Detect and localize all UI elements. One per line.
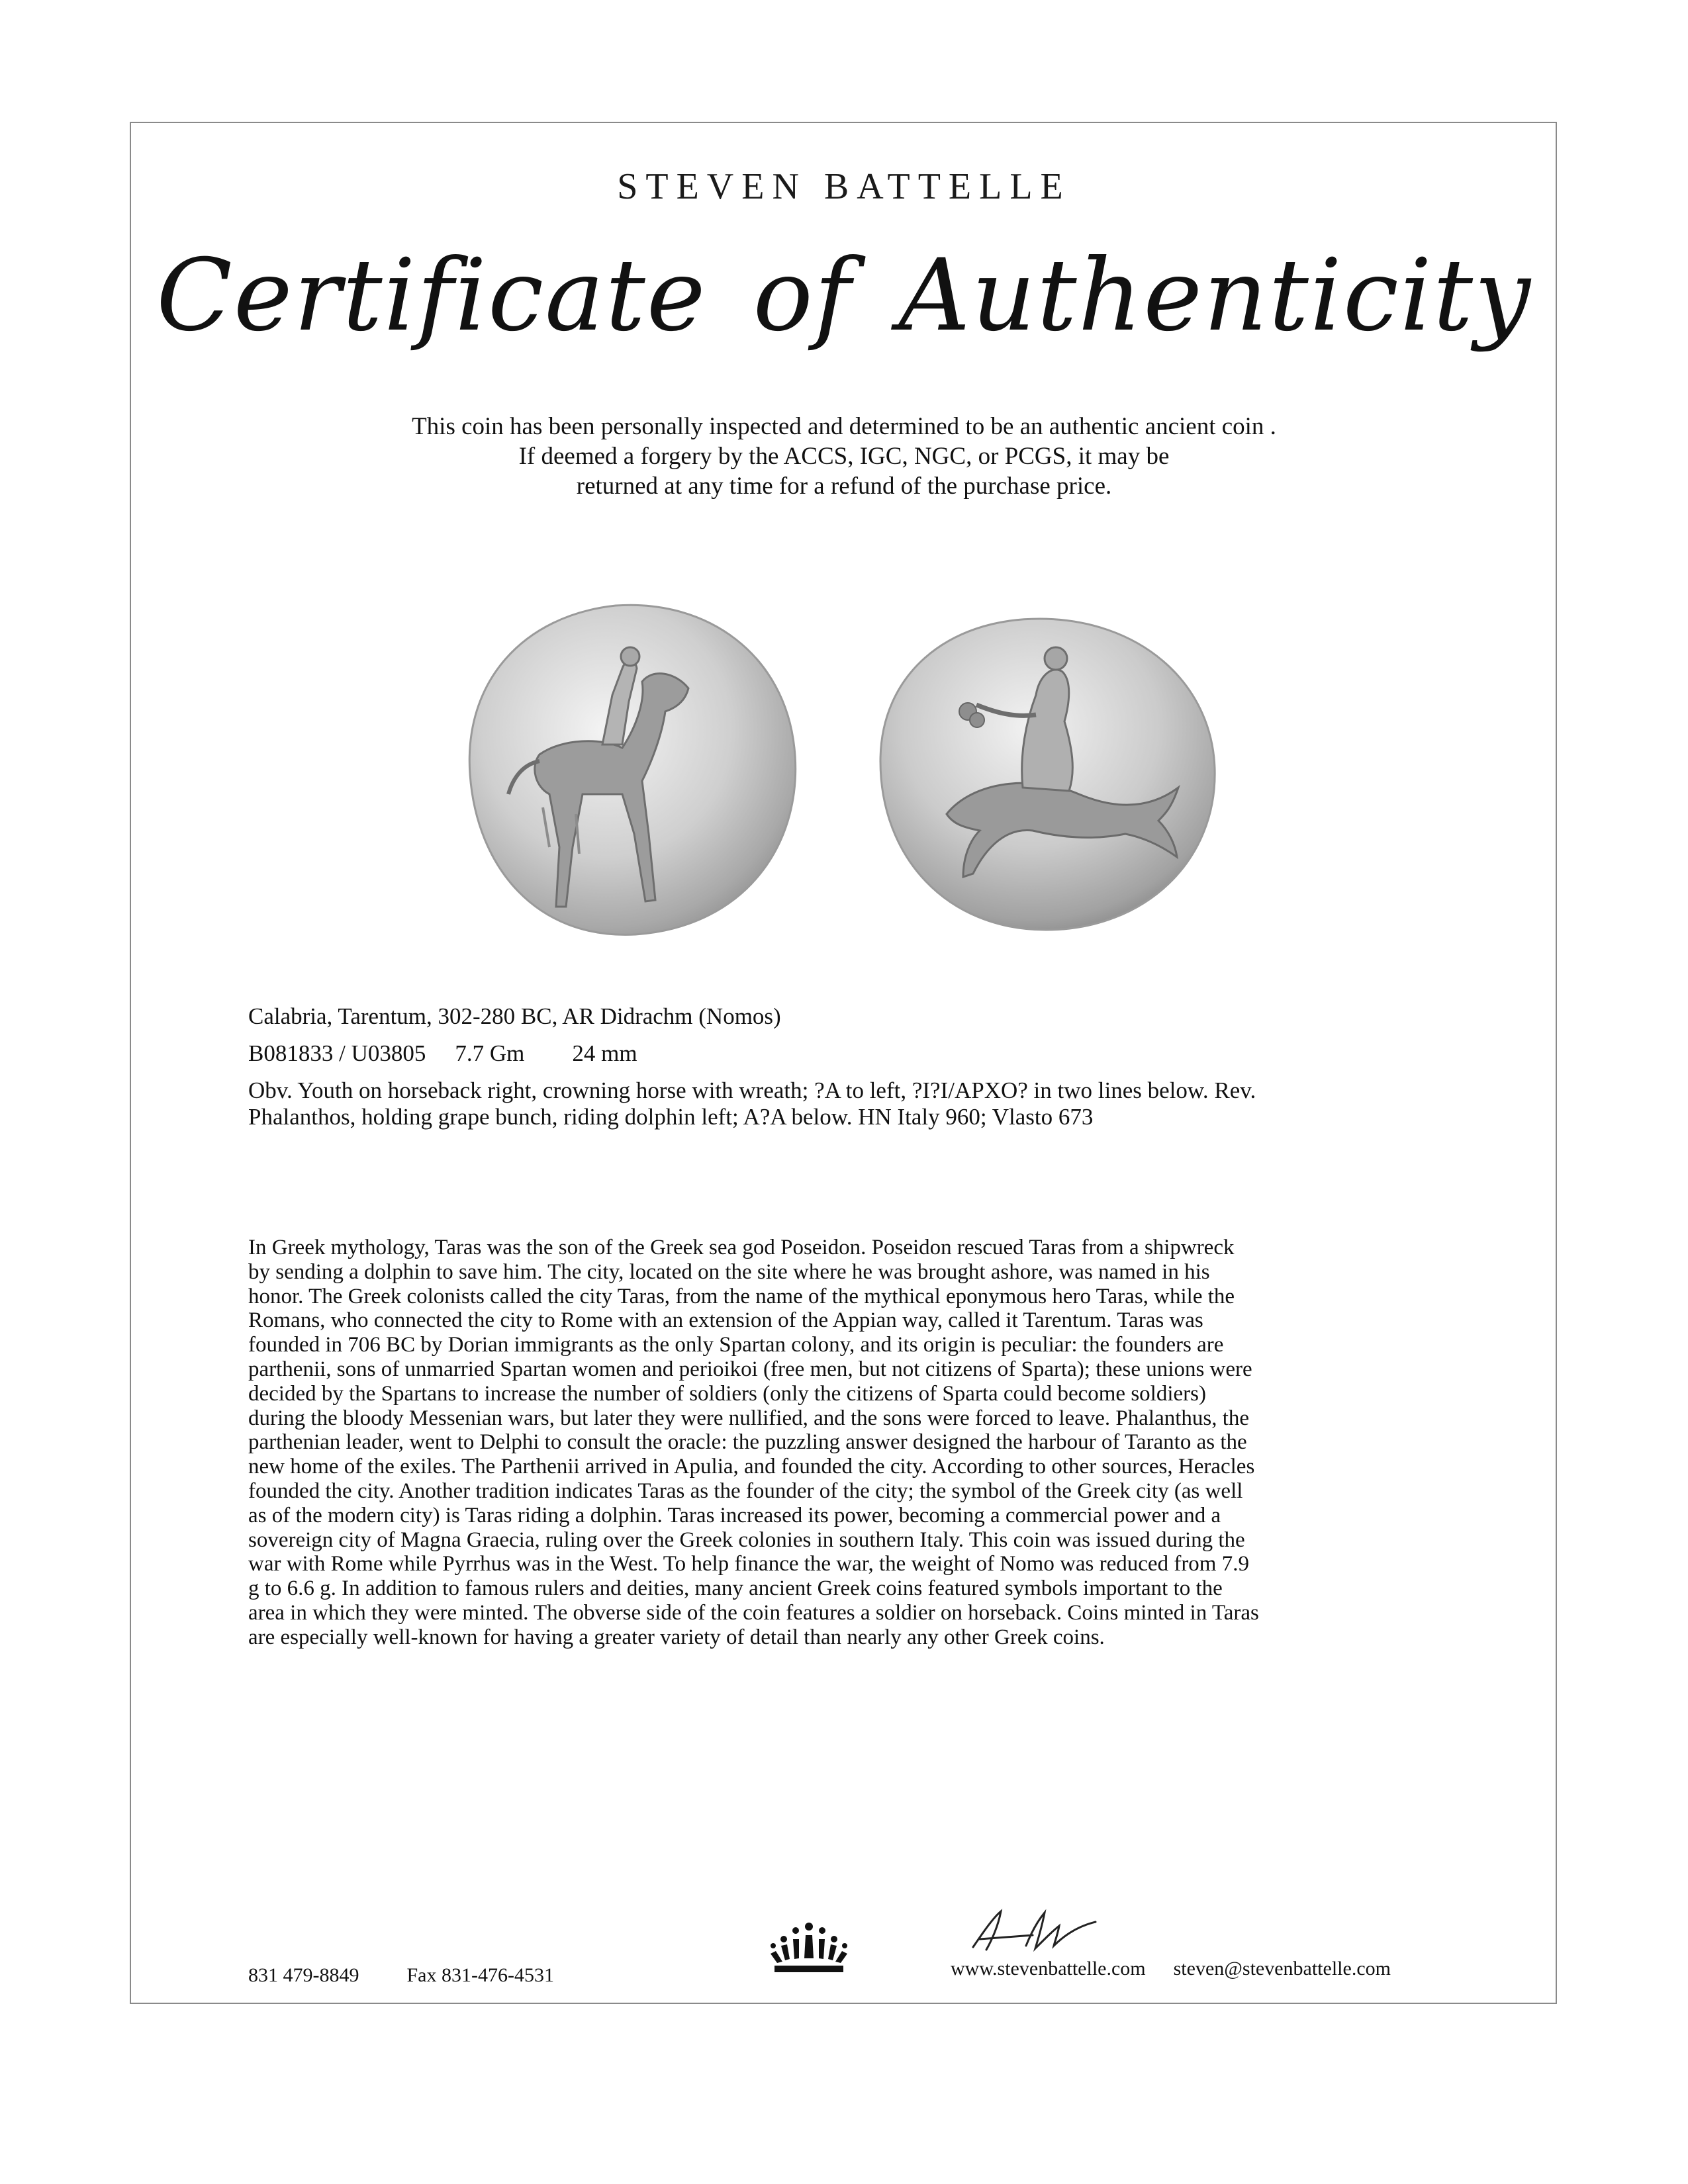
title-word-authenticity: Authenticity [898,238,1532,353]
history-line: founded in 706 BC by Dorian immigrants as the only Spartan colony, and its origin is peculiar: the founders are [248,1333,1224,1357]
history-line: parthenii, sons of unmarried Spartan women and perioikoi (free men, but not citizens of Sparta); these unions were [248,1357,1252,1381]
history-line: are especially well-known for having a greater variety of detail than nearly any other Greek coins. [248,1625,1105,1649]
coin-details [248,998,1440,1072]
coin-diameter: 24 mm [572,1040,637,1066]
history-line: founded the city. Another tradition indicates Taras as the founder of the city; the symbol of the Greek city (as well [248,1479,1243,1503]
coin-obverse-horseman-icon [469,605,795,934]
email-link[interactable]: steven@stevenbattelle.com [1173,1958,1391,1979]
title-word-of: of [753,238,853,353]
history-line: In Greek mythology, Taras was the son of the Greek sea god Poseidon. Poseidon rescued Taras from a shipwreck [248,1236,1235,1259]
footer-contact-left [248,1964,554,1987]
guarantee-line: If deemed a forgery by the ACCS, IGC, NGC, or PCGS, it may be [518,443,1170,470]
sunburst-logo-icon [768,1919,850,1975]
certificate-title [0,238,1688,353]
history-line: new home of the exiles. The Parthenii arrived in Apulia, and founded the city. According to other sources, Heracles [248,1455,1255,1479]
coin-title: Calabria, Tarentum, 302-280 BC, AR Didrachm (Nomos) [248,1003,781,1029]
history-line: Romans, who connected the city to Rome with an extension of the Appian way, called it Tarentum. Taras was [248,1308,1203,1333]
coin-reverse-dolphin-rider-icon [880,619,1215,930]
description-line: Obv. Youth on horseback right, crowning horse with wreath; ?A to left, ?I?I/APXO? in two lines below. Rev. [248,1077,1256,1103]
history-line: honor. The Greek colonists called the city Taras, from the name of the mythical eponymous hero Taras, while the [248,1284,1235,1308]
coin-weight: 7.7 Gm [455,1040,525,1066]
guarantee-line: returned at any time for a refund of the purchase price. [576,473,1112,500]
guarantee-statement [0,412,1688,501]
guarantee-line: This coin has been personally inspected and determined to be an authentic ancient coin . [412,413,1276,440]
footer-contact-right [951,1958,1391,1980]
phone-number: 831 479-8849 [248,1964,359,1986]
history-line: by sending a dolphin to save him. The city, located on the site where he was brought ashore, was named in his [248,1259,1210,1284]
fax-number: Fax 831-476-4531 [406,1964,554,1986]
history-line: as of the modern city) is Taras riding a dolphin. Taras increased its power, becoming a commercial power and a [248,1503,1221,1527]
history-line: area in which they were minted. The obverse side of the coin features a soldier on horseback. Coins minted in Taras [248,1600,1259,1625]
history-line: parthenian leader, went to Delphi to consult the oracle: the puzzling answer designed the harbour of Taranto as the [248,1430,1247,1455]
brand-name: STEVEN BATTELLE [617,166,1071,207]
coin-specs [248,1035,1440,1072]
inventory-number: B081833 / U03805 [248,1040,426,1066]
history-line: sovereign city of Magna Graecia, ruling over the Greek colonies in southern Italy. This coin was issued during the [248,1527,1245,1552]
history-line: during the bloody Messenian wars, but later they were nullified, and the sons were forced to leave. Phalanthus, the [248,1406,1250,1430]
signature-icon [953,1906,1105,1958]
title-word-certificate: Certificate [156,238,707,353]
history-line: g to 6.6 g. In addition to famous rulers and deities, many ancient Greek coins featured symbols important to the [248,1576,1223,1601]
history-line: war with Rome while Pyrrhus was in the West. To help finance the war, the weight of Nomo was reduced from 7.9 [248,1552,1249,1576]
description-line: Phalanthos, holding grape bunch, riding dolphin left; A?A below. HN Italy 960; Vlasto 673 [248,1104,1094,1130]
website-link[interactable]: www.stevenbattelle.com [951,1958,1146,1979]
coin-description [248,1077,1413,1130]
coin-images [424,596,1258,940]
history-text [248,1236,1440,1650]
history-line: decided by the Spartans to increase the number of soldiers (only the citizens of Sparta could become soldiers) [248,1381,1206,1406]
